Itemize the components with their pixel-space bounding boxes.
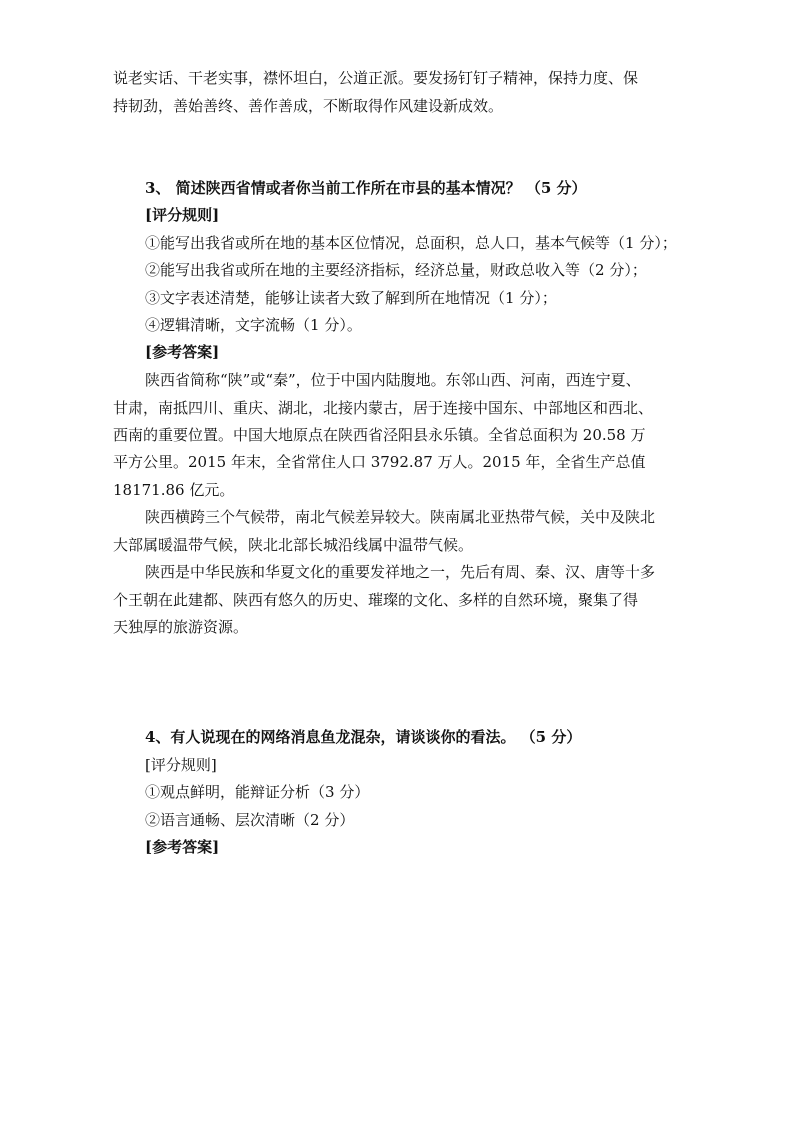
answer-p1-line-5: 18171.86 亿元。 — [113, 481, 235, 499]
question-3-rule-1: ①能写出我省或所在地的基本区位情况，总面积，总人口，基本气候等（1 分）； — [145, 234, 677, 252]
answer-p1-line-1: 陕西省简称“陕”或“秦”，位于中国内陆腹地。东邻山西、河南，西连宁夏、 — [145, 371, 641, 389]
answer-p3-line-1: 陕西是中华民族和华夏文化的重要发祥地之一，先后有周、秦、汉、唐等十多 — [145, 563, 656, 581]
question-4-title: 4、有人说现在的网络消息鱼龙混杂，请谈谈你的看法。 （5 分） — [145, 728, 582, 746]
answer-p1-line-4: 平方公里。2015 年末，全省常住人口 3792.87 万人。2015 年，全省生产总值 — [113, 453, 646, 471]
answer-p2-line-1: 陕西横跨三个气候带，南北气候差异较大。陕南属北亚热带气候，关中及陕北 — [145, 508, 656, 526]
top-paragraph-line-2: 持韧劲，善始善终、善作善成，不断取得作风建设新成效。 — [113, 97, 504, 115]
question-3-rules-heading: [评分规则] — [145, 206, 220, 224]
question-3-rule-4: ④逻辑清晰，文字流畅（1 分）。 — [145, 316, 362, 334]
top-paragraph-line-1: 说老实话、干老实事，襟怀坦白，公道正派。要发扬钉钉子精神，保持力度、保 — [113, 69, 639, 87]
answer-p1-line-3: 西南的重要位置。中国大地原点在陕西省泾阳县永乐镇。全省总面积为 20.58 万 — [113, 426, 646, 444]
question-4-rule-1: ①观点鲜明，能辩证分析（3 分） — [145, 783, 370, 801]
answer-p2-line-2: 大部属暖温带气候，陕北北部长城沿线属中温带气候。 — [113, 536, 474, 554]
answer-p3-line-3: 天独厚的旅游资源。 — [113, 618, 249, 636]
question-3-title: 3、 简述陕西省情或者你当前工作所在市县的基本情况？ （5 分） — [145, 179, 587, 197]
question-3-rule-2: ②能写出我省或所在地的主要经济指标，经济总量，财政总收入等（2 分）； — [145, 261, 647, 279]
answer-p3-line-2: 个王朝在此建都、陕西有悠久的历史、璀璨的文化、多样的自然环境，聚集了得 — [113, 591, 639, 609]
question-3-answer-heading: [参考答案] — [145, 343, 220, 361]
question-3-rule-3: ③文字表述清楚，能够让读者大致了解到所在地情况（1 分）； — [145, 289, 557, 307]
question-4-answer-heading: [参考答案] — [145, 838, 220, 856]
question-4-rule-2: ②语言通畅、层次清晰（2 分） — [145, 811, 355, 829]
question-4-rules-heading: [评分规则] — [145, 756, 217, 774]
answer-p1-line-2: 甘肃，南抵四川、重庆、湖北，北接内蒙古，居于连接中国东、中部地区和西北、 — [113, 399, 654, 417]
